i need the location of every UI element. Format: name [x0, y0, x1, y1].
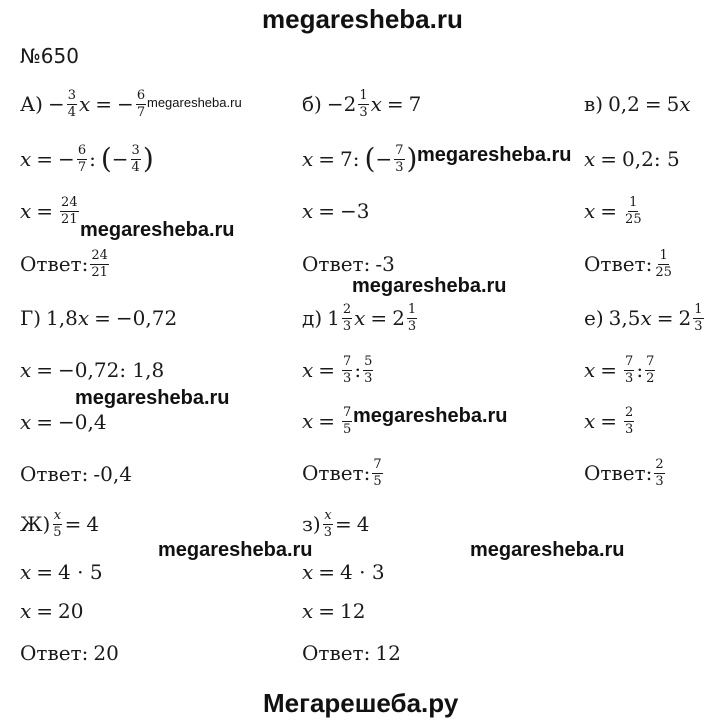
step-a-1: x = − $\frac{6}{7}$ : ( − $\frac{3}{4}$ ): [20, 142, 154, 175]
watermark: megaresheba.ru: [470, 539, 625, 561]
equation-zh: Ж) $\frac{x}{5}$ = 4: [20, 507, 100, 540]
equation-g: Г) 1,8 x = −0,72: [20, 306, 178, 330]
step-v-1: x = 0,2: 5: [584, 147, 680, 171]
step-zh-1: x = 4 · 5: [20, 560, 103, 584]
watermark: megaresheba.ru: [353, 405, 508, 427]
step-d-2: x = $\frac{7}{5}$: [302, 404, 352, 437]
fraction: $\frac{x}{3}$: [323, 507, 332, 540]
fraction: $\frac{2}{3}$: [655, 456, 664, 489]
label-e: е): [584, 306, 604, 330]
watermark: megaresheba.ru: [75, 387, 230, 409]
fraction: $\frac{7}{5}$: [373, 456, 382, 489]
watermark: megaresheba.ru: [417, 144, 572, 166]
equation-e: е) 3,5 x = 2 $\frac{1}{3}$: [584, 301, 703, 334]
fraction: $\frac{24}{21}$: [61, 194, 78, 227]
fraction: $\frac{1}{3}$: [694, 301, 703, 334]
watermark: megaresheba.ru: [352, 275, 507, 297]
fraction: $\frac{1}{3}$: [407, 301, 417, 334]
answer-a: Ответ: $\frac{24}{21}$: [20, 247, 108, 280]
step-z-2: x = 12: [302, 599, 366, 623]
step-a-2: x = $\frac{24}{21}$: [20, 194, 78, 227]
variable-x: x: [79, 92, 91, 116]
minus: −: [47, 92, 65, 116]
answer-e: Ответ: $\frac{2}{3}$: [584, 456, 664, 489]
fraction: $\frac{7}{3}$: [343, 353, 352, 386]
answer-g: Ответ: -0,4: [20, 462, 132, 486]
fraction: $\frac{7}{3}$: [395, 142, 404, 175]
step-g-2: x = −0,4: [20, 410, 107, 434]
label-d: д): [302, 306, 323, 330]
label-zh: Ж): [20, 512, 51, 536]
answer-zh: Ответ: 20: [20, 641, 119, 665]
problem-number: №650: [20, 44, 79, 68]
answer-b: Ответ: -3: [302, 252, 395, 276]
answer-z: Ответ: 12: [302, 641, 401, 665]
equation-b: б) − 2 $\frac{1}{3}$ x = 7: [302, 87, 422, 120]
footer-site-title: Мегарешеба.ру: [263, 688, 459, 718]
watermark-small: megaresheba.ru: [147, 95, 242, 110]
step-g-1: x = −0,72: 1,8: [20, 358, 165, 382]
fraction: $\frac{1}{25}$: [625, 194, 642, 227]
fraction: $\frac{1}{25}$: [655, 247, 672, 280]
fraction: $\frac{2}{3}$: [625, 404, 634, 437]
fraction: $\frac{3}{4}$: [131, 142, 140, 175]
equation-v: в) 0,2 = 5 x: [584, 92, 691, 116]
watermark: megaresheba.ru: [158, 539, 313, 561]
step-b-1: x = 7 : ( − $\frac{7}{3}$ ): [302, 142, 418, 175]
step-e-2: x = $\frac{2}{3}$: [584, 404, 634, 437]
fraction: $\frac{6}{7}$: [77, 142, 87, 175]
step-b-2: x = −3: [302, 199, 370, 223]
equation-a: [20, 88, 148, 120]
label-v: в): [584, 92, 604, 116]
step-v-2: x = $\frac{1}{25}$: [584, 194, 642, 227]
equals: =: [95, 92, 113, 116]
minus: −: [117, 92, 134, 116]
answer-v: Ответ: $\frac{1}{25}$: [584, 247, 672, 280]
fraction: $\frac{24}{21}$: [91, 247, 108, 280]
fraction: $\frac{1}{3}$: [359, 87, 368, 120]
step-zh-2: x = 20: [20, 599, 84, 623]
answer-d: Ответ: $\frac{7}{5}$: [302, 456, 382, 489]
step-z-1: x = 4 · 3: [302, 560, 385, 584]
fraction: $\frac{6}{7}$: [136, 87, 146, 120]
header-site-title: megaresheba.ru: [262, 4, 463, 34]
step-d-1: x = $\frac{7}{3}$ : $\frac{5}{3}$: [302, 353, 373, 386]
fraction: $\frac{7}{2}$: [646, 353, 655, 386]
label-b: б): [302, 92, 322, 116]
fraction: $\frac{7}{3}$: [625, 353, 634, 386]
fraction: $\frac{3}{4}$: [67, 87, 76, 120]
fraction: $\frac{7}{5}$: [343, 404, 352, 437]
step-e-1: x = $\frac{7}{3}$ : $\frac{7}{2}$: [584, 353, 655, 386]
fraction: $\frac{x}{5}$: [53, 507, 62, 540]
watermark: megaresheba.ru: [80, 219, 235, 241]
label-a: А): [20, 92, 43, 116]
label-g: Г): [20, 306, 42, 330]
fraction: $\frac{5}{3}$: [364, 353, 373, 386]
equation-d: д) 1 $\frac{2}{3}$ x = 2 $\frac{1}{3}$: [302, 301, 417, 334]
label-z: з): [302, 512, 321, 536]
equation-z: з) $\frac{x}{3}$ = 4: [302, 507, 370, 540]
fraction: $\frac{2}{3}$: [342, 301, 352, 334]
